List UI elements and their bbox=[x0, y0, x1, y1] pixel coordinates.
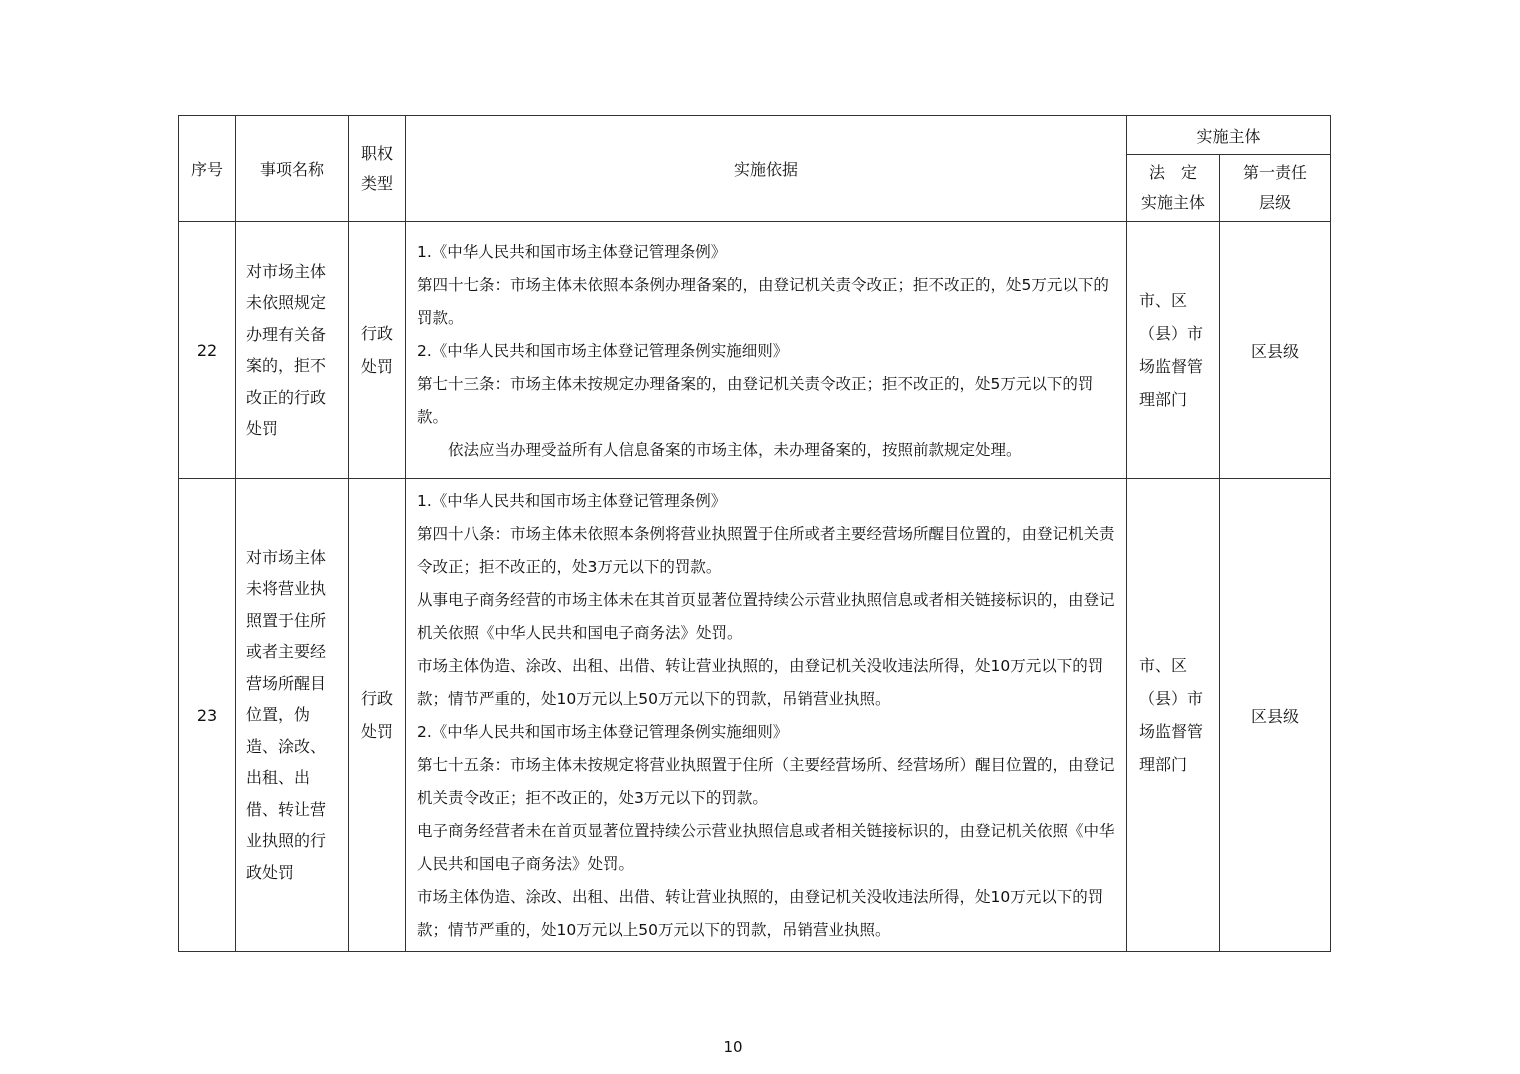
row-responsibility-level: 区县级 bbox=[1220, 222, 1331, 479]
header-legal-subject-line2: 实施主体 bbox=[1140, 193, 1205, 212]
header-responsibility-level bbox=[1220, 155, 1331, 222]
header-authority-type bbox=[349, 116, 406, 222]
basis-paragraph: 第七十五条：市场主体未按规定将营业执照置于住所（主要经营场所、经营场所）醒目位置的，由登记机关责令改正；拒不改正的，处3万元以下的罚款。 bbox=[417, 756, 1115, 807]
basis-paragraph: 第四十八条：市场主体未依照本条例将营业执照置于住所或者主要经营场所醒目位置的，由登记机关责令改正；拒不改正的，处3万元以下的罚款。 bbox=[417, 525, 1115, 576]
table-row bbox=[179, 222, 1331, 479]
row-basis bbox=[406, 479, 1127, 952]
basis-paragraph: 2.《中华人民共和国市场主体登记管理条例实施细则》 bbox=[417, 723, 789, 741]
basis-paragraph: 电子商务经营者未在首页显著位置持续公示营业执照信息或者相关链接标识的，由登记机关依照《中华人民共和国电子商务法》处罚。 bbox=[417, 822, 1115, 873]
basis-paragraph: 1.《中华人民共和国市场主体登记管理条例》 bbox=[417, 242, 727, 261]
header-level-line2: 层级 bbox=[1259, 193, 1292, 212]
row-authority-type-line1: 行政 bbox=[360, 324, 393, 343]
header-subject-group: 实施主体 bbox=[1127, 116, 1331, 155]
header-item-name: 事项名称 bbox=[236, 116, 349, 222]
row-basis bbox=[406, 222, 1127, 479]
header-basis: 实施依据 bbox=[406, 116, 1127, 222]
authority-table bbox=[178, 115, 1331, 952]
header-legal-subject bbox=[1127, 155, 1220, 222]
row-seq: 22 bbox=[179, 222, 236, 479]
basis-paragraph: 依法应当办理受益所有人信息备案的市场主体，未办理备案的，按照前款规定处理。 bbox=[448, 440, 1022, 459]
row-authority-type bbox=[349, 479, 406, 952]
row-item-name: 对市场主体未将营业执照置于住所或者主要经营场所醒目位置，伪造、涂改、出租、出借、转让营业执照的行政处罚 bbox=[236, 479, 349, 952]
basis-paragraph: 市场主体伪造、涂改、出租、出借、转让营业执照的，由登记机关没收违法所得，处10万元以下的罚款；情节严重的，处10万元以上50万元以下的罚款，吊销营业执照。 bbox=[417, 657, 1104, 708]
header-authority-type-line2: 类型 bbox=[360, 173, 393, 193]
row-authority-type-line2: 处罚 bbox=[360, 722, 393, 741]
row-responsibility-level: 区县级 bbox=[1220, 479, 1331, 952]
basis-paragraph: 第七十三条：市场主体未按规定办理备案的，由登记机关责令改正；拒不改正的，处5万元以下的罚款。 bbox=[417, 374, 1094, 426]
basis-paragraph: 市场主体伪造、涂改、出租、出借、转让营业执照的，由登记机关没收违法所得，处10万元以下的罚款；情节严重的，处10万元以上50万元以下的罚款，吊销营业执照。 bbox=[417, 888, 1104, 939]
row-authority-type-line1: 行政 bbox=[360, 689, 393, 708]
row-legal-subject: 市、区（县）市场监督管理部门 bbox=[1127, 222, 1220, 479]
header-level-line1: 第一责任 bbox=[1243, 163, 1308, 182]
row-seq: 23 bbox=[179, 479, 236, 952]
row-authority-type bbox=[349, 222, 406, 479]
header-row bbox=[179, 116, 1331, 155]
row-authority-type-line2: 处罚 bbox=[360, 357, 393, 376]
basis-paragraph: 1.《中华人民共和国市场主体登记管理条例》 bbox=[417, 492, 727, 510]
page-number: 10 bbox=[723, 1038, 743, 1056]
header-seq: 序号 bbox=[179, 116, 236, 222]
basis-paragraph: 第四十七条：市场主体未依照本条例办理备案的，由登记机关责令改正；拒不改正的，处5万元以下的罚款。 bbox=[417, 275, 1109, 327]
header-legal-subject-line1: 法 定 bbox=[1148, 163, 1197, 182]
table-row bbox=[179, 479, 1331, 952]
header-authority-type-line1: 职权 bbox=[360, 143, 393, 163]
basis-paragraph: 从事电子商务经营的市场主体未在其首页显著位置持续公示营业执照信息或者相关链接标识的，由登记机关依照《中华人民共和国电子商务法》处罚。 bbox=[417, 591, 1115, 642]
row-item-name: 对市场主体未依照规定办理有关备案的，拒不改正的行政处罚 bbox=[236, 222, 349, 479]
basis-paragraph: 2.《中华人民共和国市场主体登记管理条例实施细则》 bbox=[417, 341, 789, 360]
row-legal-subject: 市、区（县）市场监督管理部门 bbox=[1127, 479, 1220, 952]
